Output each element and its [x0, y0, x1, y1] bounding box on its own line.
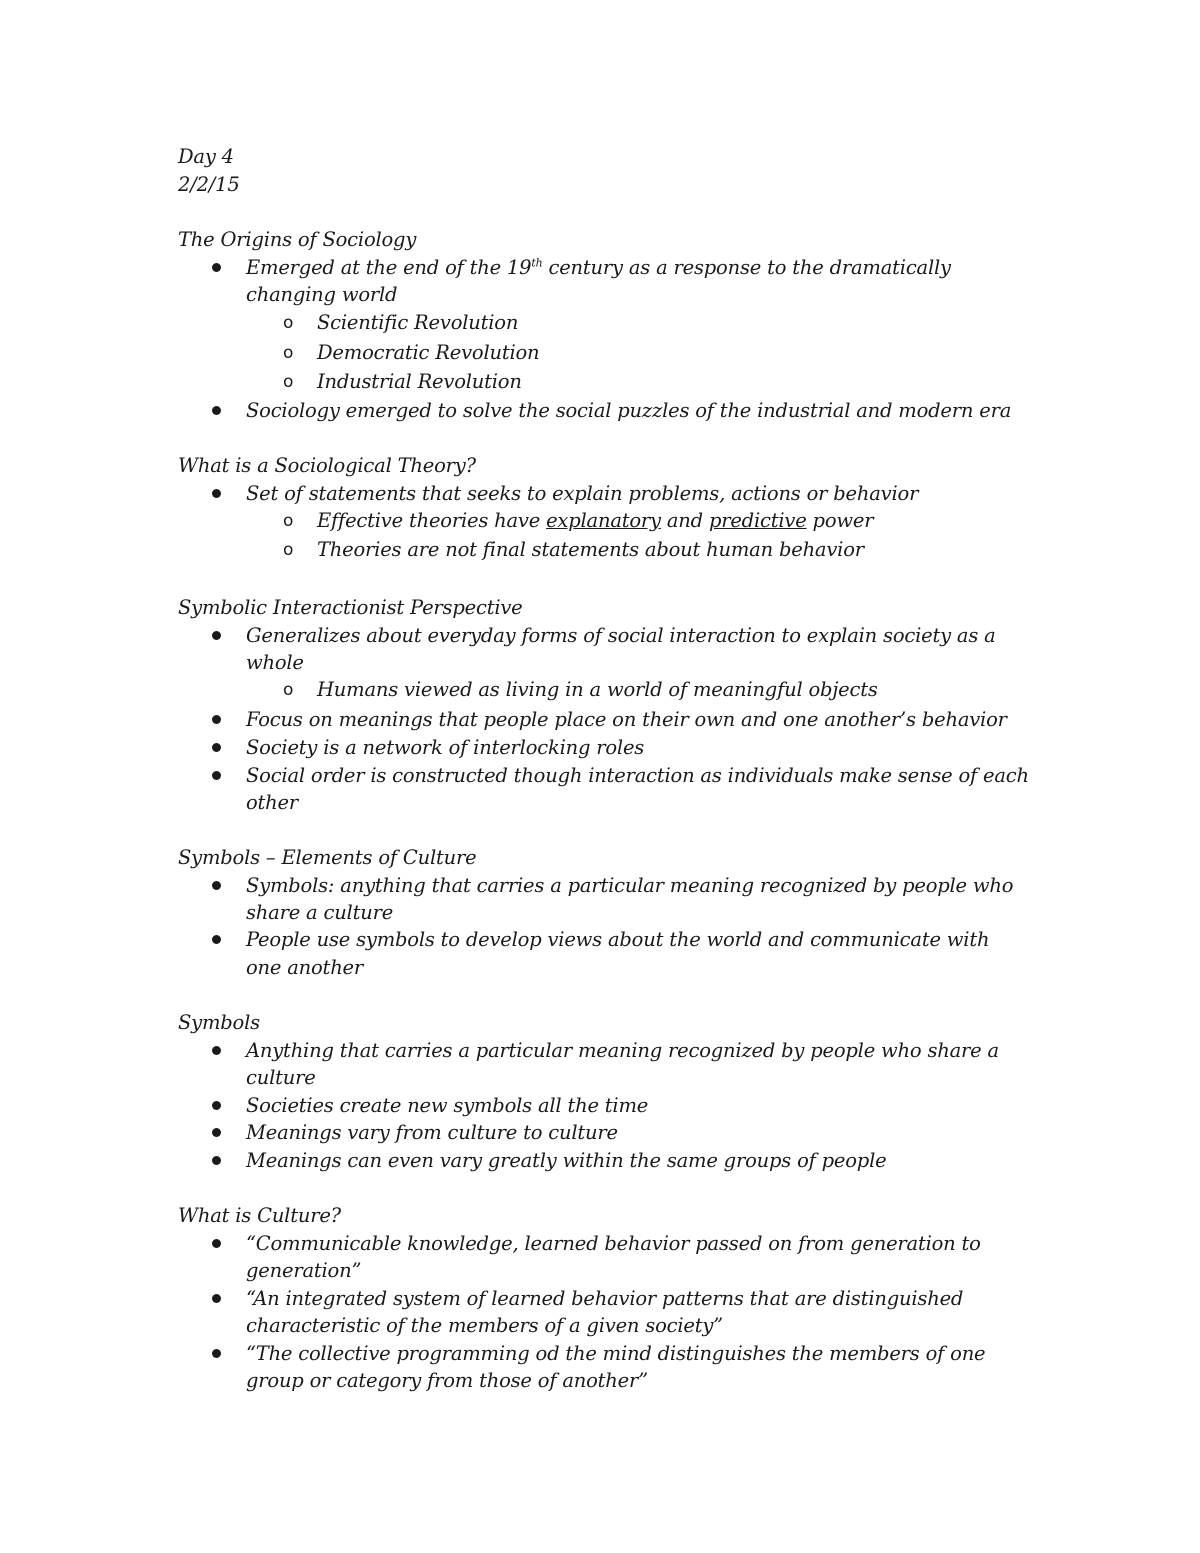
- bullet-icon: [212, 1101, 221, 1110]
- list-item: Society is a network of interlocking roles: [246, 736, 645, 759]
- list-item-continuation: share a culture: [246, 901, 394, 924]
- bullet-icon: [212, 881, 221, 890]
- circle-bullet-icon: o: [283, 511, 294, 531]
- circle-bullet-icon: o: [283, 540, 294, 560]
- list-item-continuation: generation”: [246, 1259, 362, 1282]
- list-item-continuation: changing world: [246, 283, 398, 306]
- bullet-icon: [212, 771, 221, 780]
- circle-bullet-icon: o: [283, 343, 294, 363]
- circle-bullet-icon: o: [283, 372, 294, 392]
- list-item: “An integrated system of learned behavior patterns that are distinguished: [246, 1287, 964, 1310]
- bullet-icon: [212, 406, 221, 415]
- section-heading-origins: The Origins of Sociology: [178, 228, 417, 251]
- list-item: Sociology emerged to solve the social puzzles of the industrial and modern era: [246, 399, 1012, 422]
- underlined-term: predictive: [708, 509, 807, 532]
- bullet-icon: [212, 1239, 221, 1248]
- underlined-term: explanatory: [546, 509, 661, 532]
- list-item: Societies create new symbols all the time: [246, 1094, 649, 1117]
- list-item: Meanings vary from culture to culture: [246, 1121, 618, 1144]
- list-item-continuation: culture: [246, 1066, 316, 1089]
- sub-list-item: Theories are not final statements about human behavior: [317, 538, 864, 561]
- bullet-icon: [212, 1156, 221, 1165]
- bullet-icon: [212, 489, 221, 498]
- circle-bullet-icon: o: [283, 313, 294, 333]
- list-item-continuation: characteristic of the members of a given society”: [246, 1314, 723, 1337]
- list-item-continuation: group or category from those of another”: [246, 1369, 648, 1392]
- date-label: 2/2/15: [178, 173, 240, 196]
- sub-list-item: Democratic Revolution: [317, 341, 540, 364]
- bullet-icon: [212, 715, 221, 724]
- list-item: Focus on meanings that people place on their own and one another’s behavior: [246, 708, 1007, 731]
- sub-list-item: Scientific Revolution: [317, 311, 519, 334]
- bullet-icon: [212, 1128, 221, 1137]
- list-item-continuation: one another: [246, 956, 364, 979]
- bullet-icon: [212, 1349, 221, 1358]
- list-item: Symbols: anything that carries a particular meaning recognized by people who: [246, 874, 1014, 897]
- section-heading-symbolic: Symbolic Interactionist Perspective: [178, 596, 523, 619]
- section-heading-theory: What is a Sociological Theory?: [178, 454, 476, 477]
- list-item-continuation: whole: [246, 651, 304, 674]
- list-item: Anything that carries a particular meaning recognized by people who share a: [246, 1039, 999, 1062]
- list-item: Social order is constructed though interaction as individuals make sense of each: [246, 764, 1029, 787]
- bullet-icon: [212, 631, 221, 640]
- list-item: People use symbols to develop views about the world and communicate with: [246, 928, 990, 951]
- section-heading-culture: What is Culture?: [178, 1204, 341, 1227]
- list-item: Set of statements that seeks to explain problems, actions or behavior: [246, 482, 919, 505]
- bullet-icon: [212, 263, 221, 272]
- sub-list-item: Humans viewed as living in a world of meaningful objects: [317, 678, 878, 701]
- list-item: “The collective programming od the mind distinguishes the members of one: [246, 1342, 986, 1365]
- section-heading-elements: Symbols – Elements of Culture: [178, 846, 477, 869]
- bullet-icon: [212, 1046, 221, 1055]
- section-heading-symbols: Symbols: [178, 1011, 260, 1034]
- list-item: Emerged at the end of the 19th century as a response to the dramatically: [246, 256, 951, 279]
- superscript: th: [531, 256, 543, 270]
- list-item-continuation: other: [246, 791, 298, 814]
- bullet-icon: [212, 1294, 221, 1303]
- list-item: Meanings can even vary greatly within the same groups of people: [246, 1149, 887, 1172]
- bullet-icon: [212, 743, 221, 752]
- list-item: Generalizes about everyday forms of social interaction to explain society as a: [246, 624, 996, 647]
- day-label: Day 4: [178, 145, 234, 168]
- sub-list-item: Industrial Revolution: [317, 370, 522, 393]
- sub-list-item: Effective theories have explanatory and predictive power: [317, 509, 874, 532]
- list-item: “Communicable knowledge, learned behavior passed on from generation to: [246, 1232, 981, 1255]
- bullet-icon: [212, 935, 221, 944]
- circle-bullet-icon: o: [283, 680, 294, 700]
